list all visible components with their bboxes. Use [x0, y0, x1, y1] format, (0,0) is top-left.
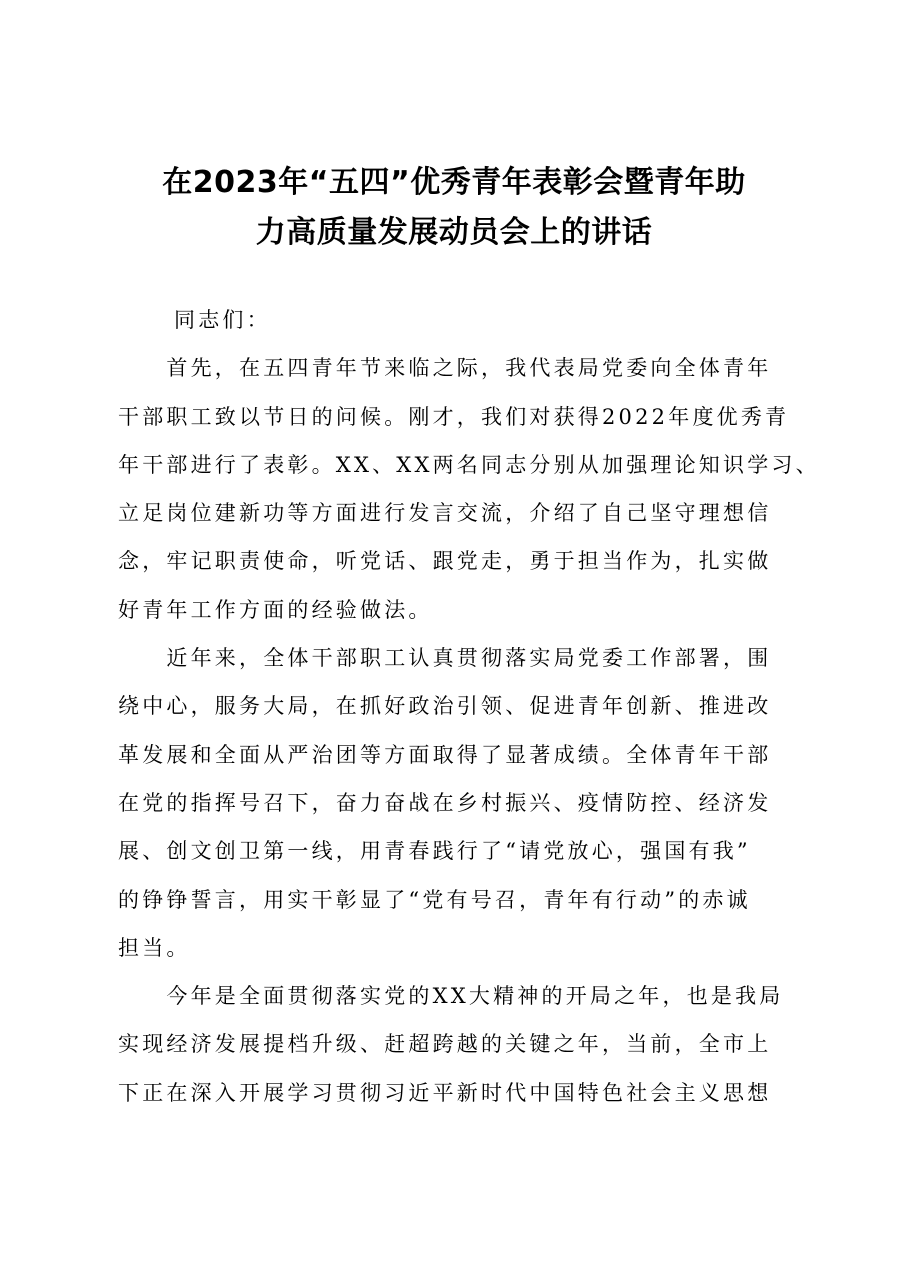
paragraph-line: 在党的指挥号召下，奋力奋战在乡村振兴、疫情防控、经济发 — [118, 790, 772, 815]
document-title — [118, 158, 790, 258]
paragraph-line: 革发展和全面从严治团等方面取得了显著成绩。全体青年干部 — [118, 742, 772, 767]
title-line-1: 在2023年“五四”优秀青年表彰会暨青年助 — [162, 165, 746, 200]
paragraph-line: 年干部进行了表彰。XX、XX两名同志分别从加强理论知识学习、 — [118, 452, 820, 477]
paragraph-line: 近年来，全体干部职工认真贯彻落实局党委工作部署，围 — [118, 646, 772, 671]
paragraph-line: 担当。 — [118, 935, 191, 960]
paragraph-line: 实现经济发展提档升级、赶超跨越的关键之年，当前，全市上 — [118, 1032, 772, 1057]
paragraph-1 — [118, 344, 820, 634]
greeting: 同志们： — [174, 308, 271, 332]
paragraph-line: 好青年工作方面的经验做法。 — [118, 597, 433, 622]
paragraph-2 — [118, 634, 798, 972]
paragraph-line: 下正在深入开展学习贯彻习近平新时代中国特色社会主义思想 — [118, 1080, 772, 1105]
paragraph-line: 立足岗位建新功等方面进行发言交流，介绍了自己坚守理想信 — [118, 501, 772, 526]
paragraph-line: 首先，在五四青年节来临之际，我代表局党委向全体青年 — [118, 356, 772, 381]
paragraph-line: 绕中心，服务大局，在抓好政治引领、促进青年创新、推进改 — [118, 694, 772, 719]
paragraph-line: 今年是全面贯彻落实党的XX大精神的开局之年，也是我局 — [118, 984, 784, 1009]
paragraph-line: 展、创文创卫第一线，用青春践行了“请党放心，强国有我” — [118, 839, 751, 864]
paragraph-line: 念，牢记职责使命，听党话、跟党走，勇于担当作为，扎实做 — [118, 549, 772, 574]
paragraph-line: 干部职工致以节日的问候。刚才，我们对获得2022年度优秀青 — [118, 404, 790, 429]
paragraph-3 — [118, 972, 798, 1117]
title-line-2: 力高质量发展动员会上的讲话 — [255, 215, 653, 250]
paragraph-line: 的铮铮誓言，用实干彰显了“党有号召，青年有行动”的赤诚 — [118, 887, 751, 912]
document-body — [118, 296, 820, 1117]
